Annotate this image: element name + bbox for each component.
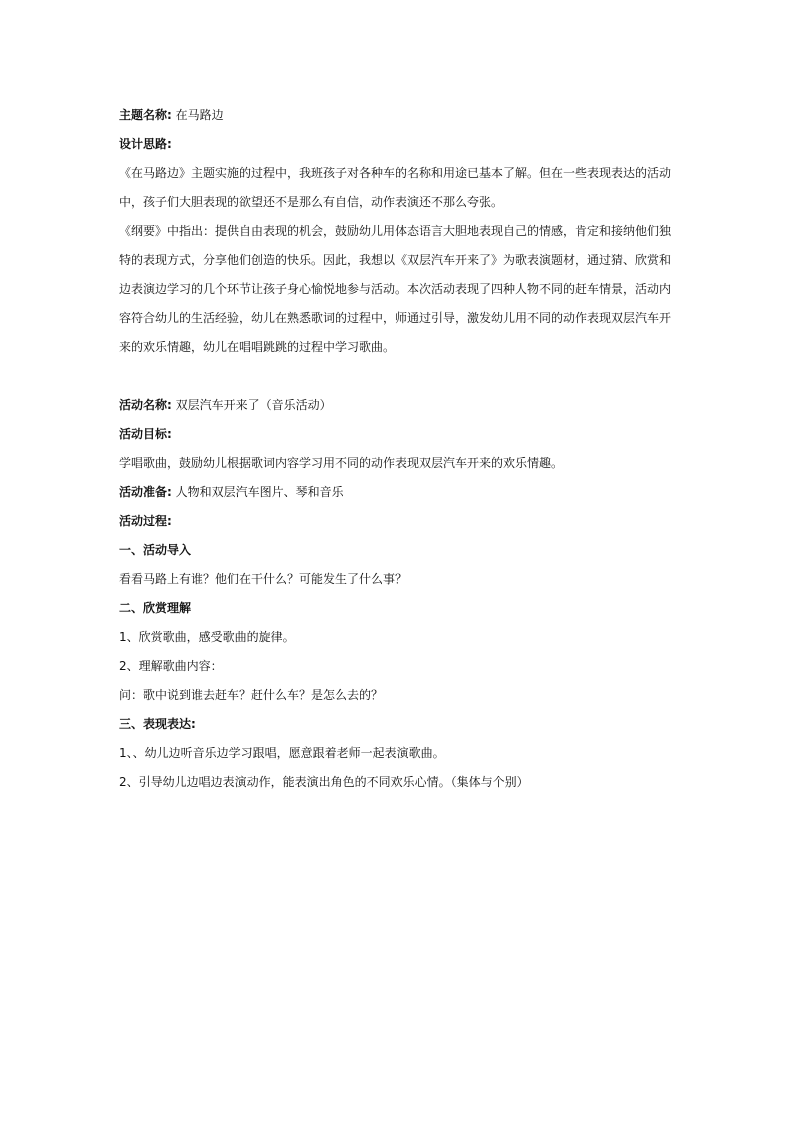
activity-name-line [119, 391, 679, 420]
theme-name-line [119, 101, 679, 130]
section3-item1: 1、、幼儿边听音乐边学习跟唱，愿意跟着老师一起表演歌曲。 [119, 746, 445, 760]
activity-name-value: 双层汽车开来了（音乐活动） [171, 398, 332, 412]
paragraph1-line2: 中，孩子们大胆表现的欲望还不是那么有自信，动作表演还不那么夸张。 [119, 195, 504, 209]
theme-name-label: 主题名称: [119, 108, 172, 122]
theme-name-value: 在马路边 [171, 108, 224, 122]
section1-text: 看看马路上有谁？他们在干什么？可能发生了什么事？ [119, 572, 408, 586]
section3-item2: 2、引导幼儿边唱边表演动作，能表演出角色的不同欢乐心情。（集体与个别） [119, 775, 529, 789]
activity-prep-line [119, 478, 679, 507]
paragraph2-line5: 来的欢乐情趣，幼儿在唱唱跳跳的过程中学习歌曲。 [119, 340, 396, 354]
document-page [119, 101, 679, 797]
activity-goal-label: 活动目标: [119, 427, 172, 441]
activity-process-label: 活动过程: [119, 514, 172, 528]
section2-item1: 1、欣赏歌曲，感受歌曲的旋律。 [119, 630, 295, 644]
paragraph1-line1: 《在马路边》主题实施的过程中，我班孩子对各种车的名称和用途已基本了解。但在一些表现表达的活动 [119, 166, 672, 180]
paragraph2-line4: 容符合幼儿的生活经验，幼儿在熟悉歌词的过程中，师通过引导，激发幼儿用不同的动作表现双层汽车开 [119, 311, 672, 325]
paragraph2-line3: 边表演边学习的几个环节让孩子身心愉悦地参与活动。本次活动表现了四种人物不同的赶车情景，活动内 [119, 282, 672, 296]
blank-line [119, 362, 679, 391]
paragraph2-line1: 《纲要》中指出：提供自由表现的机会，鼓励幼儿用体态语言大胆地表现自己的情感，肯定和接纳他们独 [119, 224, 672, 238]
section2-question: 问：歌中说到谁去赶车？赶什么车？是怎么去的？ [119, 688, 384, 702]
section3-title: 三、表现表达: [119, 717, 196, 731]
section2-title: 二、欣赏理解 [119, 601, 192, 615]
activity-prep-value: 人物和双层汽车图片、琴和音乐 [171, 485, 344, 499]
activity-goal-text: 学唱歌曲，鼓励幼儿根据歌词内容学习用不同的动作表现双层汽车开来的欢乐情趣。 [119, 456, 564, 470]
activity-prep-label: 活动准备: [119, 485, 172, 499]
section1-title: 一、活动导入 [119, 543, 192, 557]
design-idea-label: 设计思路: [119, 137, 172, 151]
activity-name-label: 活动名称: [119, 398, 172, 412]
section2-item2: 2、理解歌曲内容： [119, 659, 223, 673]
paragraph2-line2: 特的表现方式，分享他们创造的快乐。因此，我想以《双层汽车开来了》为歌表演题材，通过猜、欣赏和 [119, 253, 672, 267]
